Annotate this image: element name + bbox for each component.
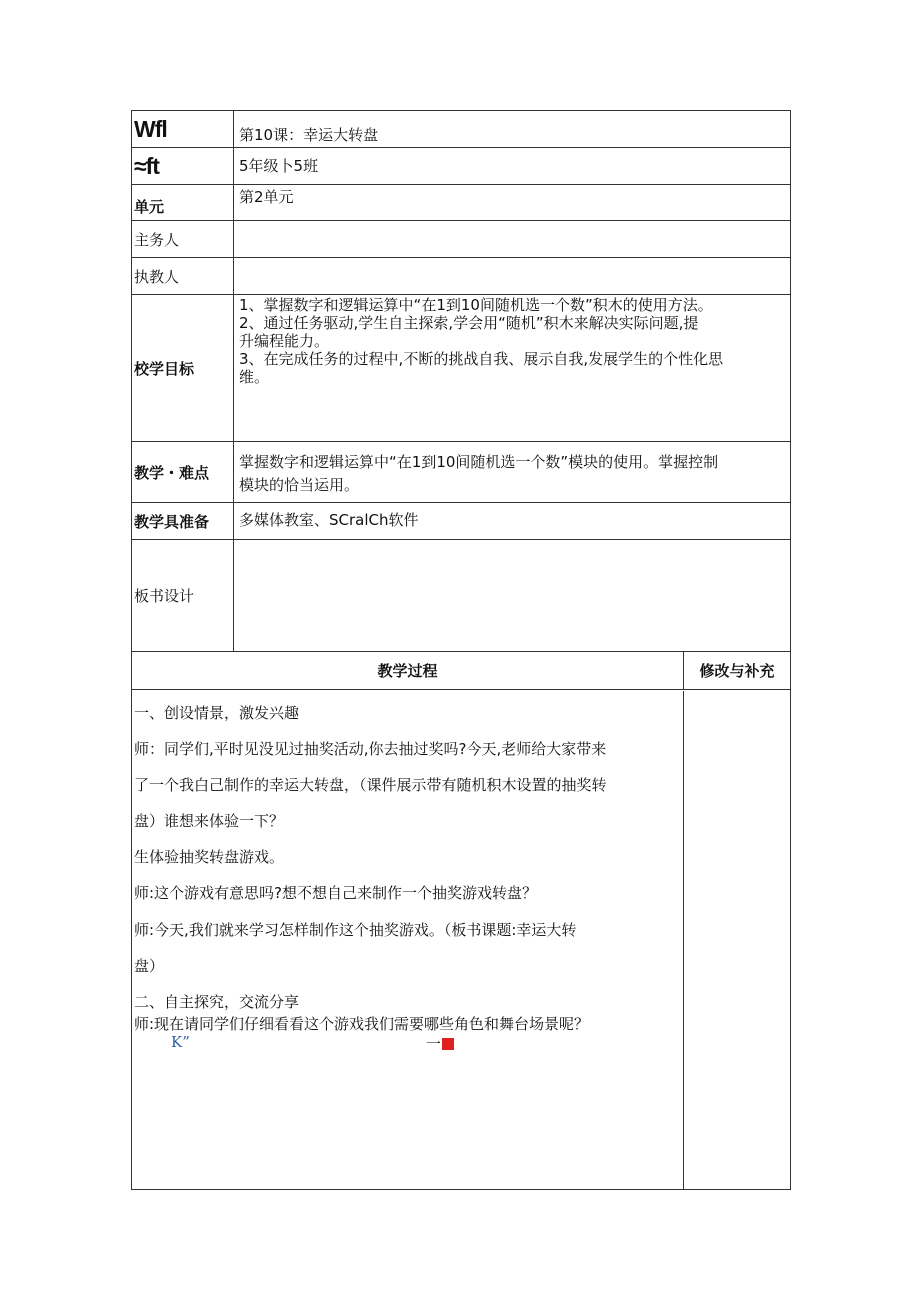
board-label: 板书设计	[132, 540, 234, 651]
process-paragraph: 二、自主探究，交流分享	[134, 993, 300, 1011]
process-paragraph: 师:这个游戏有意思吗?想不想自己来制作一个抽奖游戏转盘？	[134, 884, 538, 902]
process-paragraph: 生体验抽奖转盘游戏。	[134, 848, 285, 866]
main-staff-value	[235, 221, 790, 257]
tools-value: 多媒体教室、SCralCh软件	[239, 511, 419, 529]
process-paragraph: 一、创设情景，激发兴趣	[134, 704, 300, 722]
process-paragraph: 师：同学们,平时见没见过抽奖活动,你去抽过奖吗?今天,老师给大家带来	[134, 740, 607, 758]
difficulty-line: 模块的恰当运用。	[239, 476, 360, 494]
process-body	[132, 691, 684, 1189]
process-paragraph: 盘）	[134, 957, 165, 975]
tools-label: 教学具准备	[132, 503, 234, 539]
unit-label: 单元	[132, 185, 234, 220]
revision-column	[684, 691, 790, 1189]
teacher-label: 执教人	[132, 258, 234, 294]
goal-line: 1、掌握数字和逻辑运算中“在1到10间随机选一个数”积木的使用方法。	[239, 296, 713, 314]
unit-value: 第2单元	[239, 188, 294, 206]
process-paragraph: 师:今天,我们就来学习怎样制作这个抽奖游戏。（板书课题:幸运大转	[134, 921, 577, 939]
row-class	[132, 148, 790, 185]
goal-line: 3、在完成任务的过程中,不断的挑战自我、展示自我,发展学生的个性化思	[239, 350, 724, 368]
blue-mark: K”	[171, 1033, 190, 1051]
lesson-title-label: Wfl	[132, 111, 234, 147]
row-tools	[132, 503, 790, 540]
row-board	[132, 540, 790, 652]
goal-line: 2、通过任务驱动,学生自主探索,学会用“随机”积木来解决实际问题,提	[239, 314, 699, 332]
difficulty-label: 教学・难点	[132, 442, 234, 502]
dash-text: 一	[426, 1035, 442, 1053]
row-lesson-title	[132, 111, 790, 148]
red-square-icon	[442, 1038, 454, 1050]
process-header-main: 教学过程	[132, 652, 684, 689]
difficulty-value	[235, 442, 790, 502]
row-goals	[132, 295, 790, 442]
class-label: ≈ft	[132, 148, 234, 184]
class-value: 5年级卜5班	[239, 157, 319, 175]
process-paragraph: 师:现在请同学们仔细看看这个游戏我们需要哪些角色和舞台场景呢？	[134, 1015, 590, 1033]
lesson-plan-table	[131, 110, 791, 1190]
goals-value	[235, 295, 790, 441]
goal-line: 升编程能力。	[239, 332, 330, 350]
difficulty-line: 掌握数字和逻辑运算中“在1到10间随机选一个数”模块的使用。掌握控制	[239, 453, 719, 471]
board-value	[235, 540, 790, 651]
row-main-staff	[132, 221, 790, 258]
process-paragraph: 盘）谁想来体验一下？	[134, 812, 285, 830]
row-unit	[132, 185, 790, 221]
teacher-value	[235, 258, 790, 294]
row-teacher	[132, 258, 790, 295]
lesson-title-value: 第10课：幸运大转盘	[239, 126, 379, 144]
goals-label: 校学目标	[132, 295, 234, 441]
process-paragraph: 了一个我白己制作的幸运大转盘，（课件展示带有随机积木设置的抽奖转	[134, 776, 607, 794]
main-staff-label: 主务人	[132, 221, 234, 257]
process-header	[132, 652, 790, 690]
process-header-side: 修改与补充	[699, 662, 775, 680]
row-difficulty	[132, 442, 790, 503]
dash-mark	[426, 1033, 454, 1054]
goal-line: 维。	[239, 368, 270, 386]
